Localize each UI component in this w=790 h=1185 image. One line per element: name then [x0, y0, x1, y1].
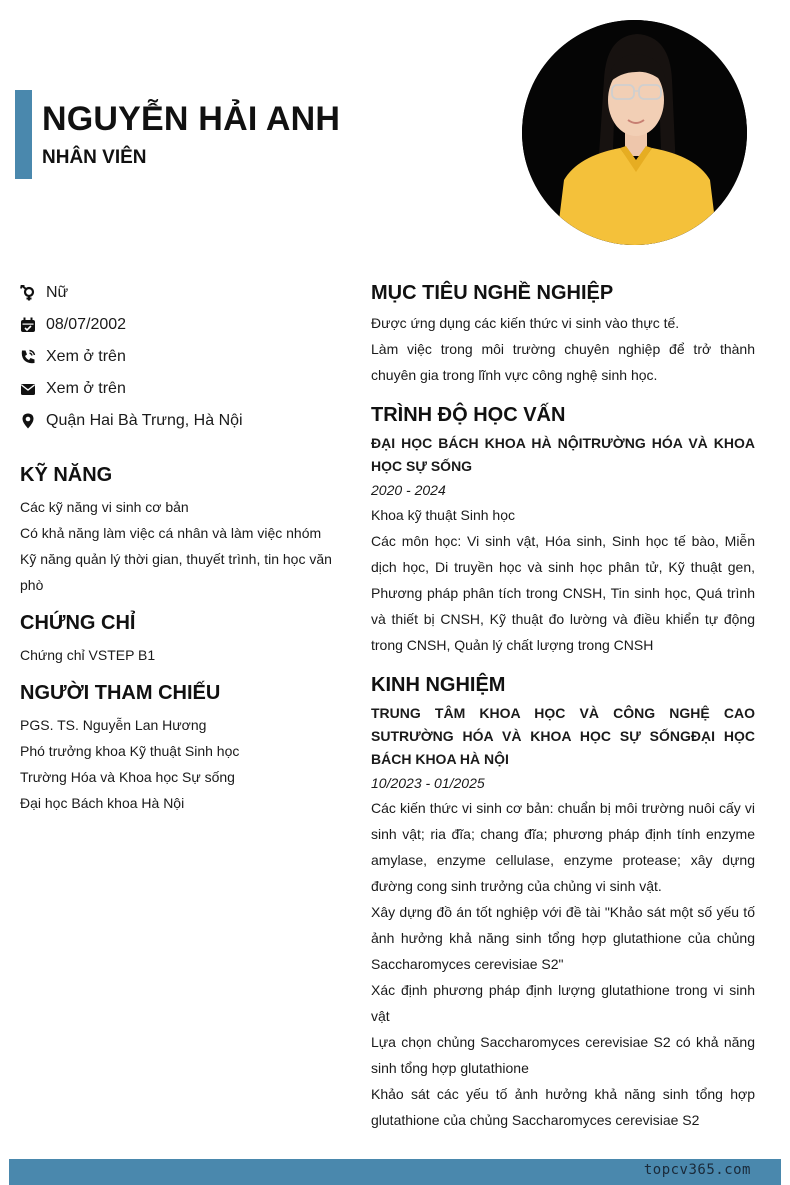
location-pin-icon	[20, 413, 36, 429]
experience-period: 10/2023 - 01/2025	[371, 775, 485, 791]
address-text: Quận Hai Bà Trưng, Hà Nội	[46, 412, 243, 429]
info-address	[20, 405, 340, 437]
education-courses: Các môn học: Vi sinh vật, Hóa sinh, Sinh học tế bào, Miễn dịch học, Di truyền học và sinh học phân tử, Kỹ thuật gen, Phương pháp phân tích trong CNSH, Tin sinh học, Quá trình và thiết bị CNSH, Kỹ thuật đo lường và điều khiển tự động trong CNSH, Quản lý chất lượng trong CNSH	[371, 533, 755, 653]
education-title: TRÌNH ĐỘ HỌC VẤN	[371, 404, 566, 426]
footer-watermark: topcv365.com	[643, 1162, 751, 1178]
info-birthdate	[20, 309, 340, 341]
skill-item: Có khả năng làm việc cá nhân và làm việc nhóm	[20, 525, 322, 541]
calendar-icon	[20, 317, 36, 333]
experience-org: TRUNG TÂM KHOA HỌC VÀ CÔNG NGHỆ CAO SUTRƯỜNG HÓA VÀ KHOA HỌC SỰ SỐNGĐẠI HỌC BÁCH KHOA HÀ NỘI	[371, 705, 755, 767]
references-list	[20, 712, 340, 816]
info-phone	[20, 341, 340, 373]
reference-item: Đại học Bách khoa Hà Nội	[20, 795, 185, 811]
skills-title: KỸ NĂNG	[20, 464, 113, 486]
left-column	[20, 277, 340, 816]
references-title: NGƯỜI THAM CHIẾU	[20, 682, 221, 704]
reference-item: PGS. TS. Nguyễn Lan Hương	[20, 717, 207, 733]
reference-item: Trường Hóa và Khoa học Sự sống	[20, 769, 235, 785]
experience-item: Lựa chọn chủng Saccharomyces cerevisiae S2 có khả năng sinh tổng hợp glutathione	[371, 1034, 755, 1076]
certificates-list	[20, 642, 340, 668]
experience-item: Xây dựng đồ án tốt nghiệp với đề tài "Khảo sát một số yếu tố ảnh hưởng khả năng sinh tổng hợp glutathione của chủng Saccharomyces cerevisiae S2"	[371, 904, 755, 972]
experience-item: Các kiến thức vi sinh cơ bản: chuẩn bị môi trường nuôi cấy vi sinh vật; ria đĩa; chang đĩa; phương pháp định tính enzyme amylase, enzyme cellulase, enzyme protease; xây dựng đường cong sinh trưởng của chủng vi sinh vật.	[371, 800, 755, 894]
skills-list	[20, 494, 340, 598]
phone-text: Xem ở trên	[46, 348, 126, 365]
gender-text: Nữ	[46, 284, 69, 301]
job-title: NHÂN VIÊN	[42, 147, 147, 168]
experience-title: KINH NGHIỆM	[371, 674, 506, 696]
objective-item: Làm việc trong môi trường chuyên nghiệp để trở thành chuyên gia trong lĩnh vực công nghệ sinh học.	[371, 341, 755, 383]
certificate-item: Chứng chỉ VSTEP B1	[20, 647, 156, 663]
experience-item: Xác định phương pháp định lượng glutathione trong vi sinh vật	[371, 982, 755, 1024]
birthdate-text: 08/07/2002	[46, 316, 127, 333]
skill-item: Các kỹ năng vi sinh cơ bản	[20, 499, 189, 515]
education-school: ĐẠI HỌC BÁCH KHOA HÀ NỘITRƯỜNG HÓA VÀ KHOA HỌC SỰ SỐNG	[371, 435, 755, 474]
objective-item: Được ứng dụng các kiến thức vi sinh vào thực tế.	[371, 315, 680, 331]
info-gender	[20, 277, 340, 309]
envelope-icon	[20, 381, 36, 397]
gender-icon	[20, 285, 36, 301]
name-accent-bar	[15, 90, 32, 179]
phone-icon	[20, 349, 36, 365]
education-major: Khoa kỹ thuật Sinh học	[371, 507, 515, 523]
experience-item: Khảo sát các yếu tố ảnh hưởng khả năng sinh tổng hợp glutathione của chủng Saccharomyces cerevisiae S2	[371, 1086, 755, 1128]
skill-item: Kỹ năng quản lý thời gian, thuyết trình, tin học văn	[20, 551, 332, 567]
profile-photo	[522, 20, 747, 245]
skill-item: phò	[20, 577, 44, 593]
right-column	[371, 280, 755, 1133]
objective-title: MỤC TIÊU NGHỀ NGHIỆP	[371, 282, 614, 304]
education-period: 2020 - 2024	[371, 482, 446, 498]
info-email	[20, 373, 340, 405]
reference-item: Phó trưởng khoa Kỹ thuật Sinh học	[20, 743, 240, 759]
email-text: Xem ở trên	[46, 380, 126, 397]
certificates-title: CHỨNG CHỈ	[20, 612, 136, 634]
candidate-name: NGUYỄN HẢI ANH	[42, 100, 341, 138]
footer-bar	[9, 1159, 781, 1185]
